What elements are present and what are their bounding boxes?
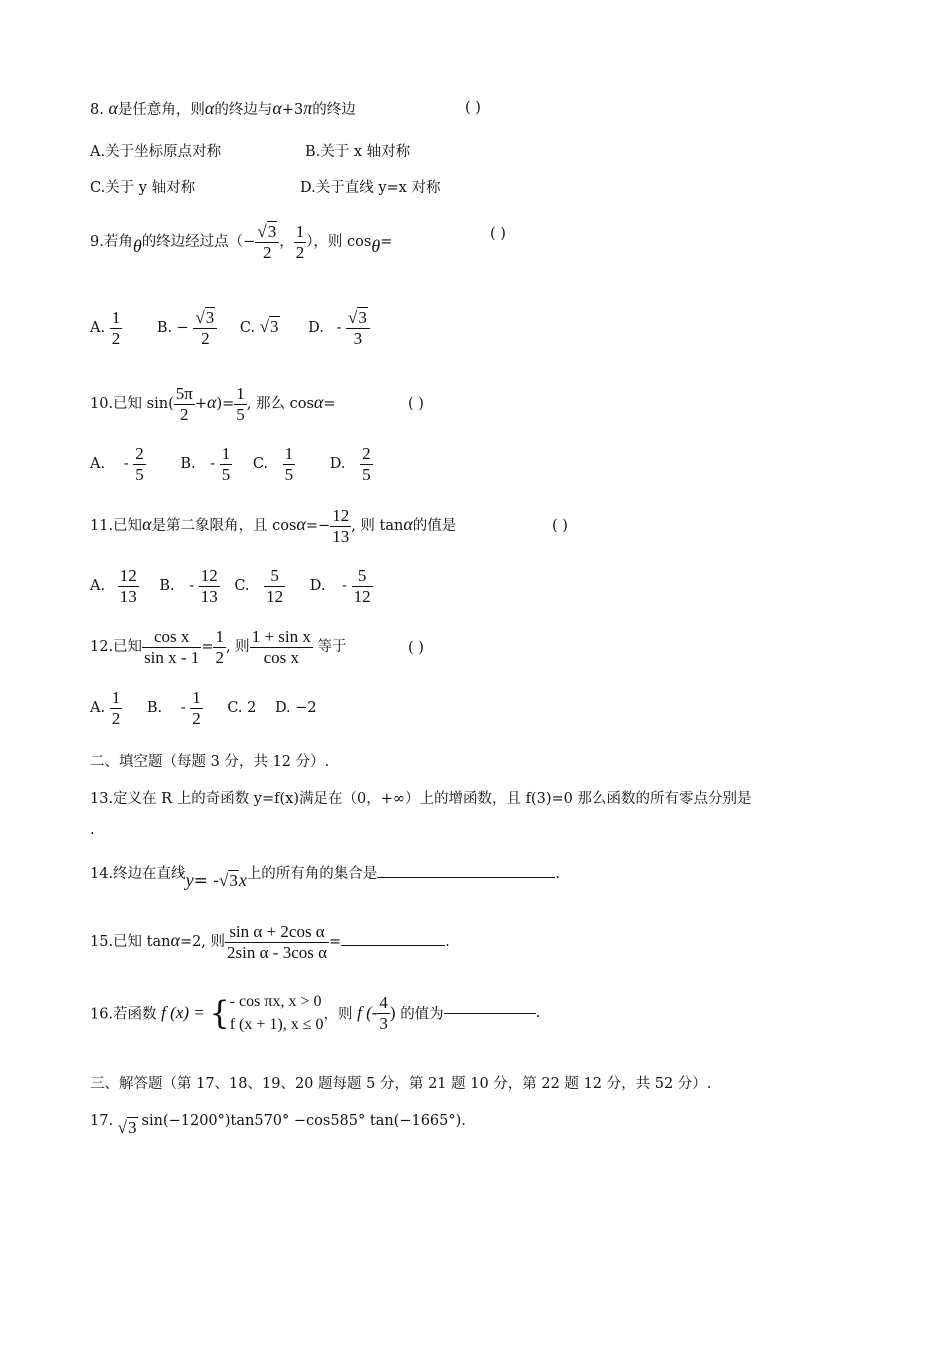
option-label: C. [239, 320, 256, 337]
alpha-symbol: α [313, 392, 324, 413]
denominator: 5 [221, 464, 231, 484]
q12-number: 12.已知 [90, 639, 143, 656]
q11-stem [90, 506, 456, 546]
alpha-symbol: α [142, 514, 152, 535]
denominator: 2 [111, 708, 121, 728]
option-label: B. − [156, 320, 189, 337]
numerator: 2 [135, 444, 144, 463]
denominator: 12 [353, 586, 371, 606]
option-label: B. [146, 700, 163, 717]
q8-option-b: B.关于 x 轴对称 [305, 144, 411, 160]
numerator: 1 [295, 222, 305, 241]
q9-text: ），则 cos [306, 234, 372, 251]
numerator: 1 [284, 444, 294, 463]
equals: = [380, 234, 393, 251]
q16-text: 的值为 [400, 1006, 444, 1023]
option-label: A. [90, 578, 106, 595]
sqrt: √3 [259, 317, 279, 337]
radicand: 3 [229, 871, 238, 890]
denominator: sin x - 1 [144, 647, 200, 667]
alpha-symbol: α [207, 392, 217, 413]
option-label: A. [90, 320, 106, 337]
denominator: 3 [379, 1013, 388, 1033]
option-c: C. 2 [227, 700, 257, 717]
option-label: D. [308, 320, 324, 337]
period: . [445, 934, 450, 951]
fraction [330, 506, 351, 546]
fraction [199, 566, 220, 606]
theta-symbol: θ [132, 236, 142, 257]
q14-stem [90, 862, 560, 891]
period: . [555, 866, 560, 882]
numerator: 1 [111, 688, 121, 707]
q17-number: 17. [90, 1113, 114, 1129]
denominator: 12 [266, 586, 284, 606]
denominator: 13 [200, 586, 218, 606]
denominator: cos x [250, 647, 313, 668]
sqrt: √3 [218, 871, 238, 890]
q13-stem: 13.定义在 R 上的奇函数 y=f(x)满足在（0，+∞）上的增函数，且 f(3)=0 那么函数的所有零点分别是 [90, 791, 752, 807]
radicand: 3 [267, 222, 277, 241]
section-2-heading: 二、填空题（每题 3 分，共 12 分）. [90, 754, 330, 770]
case-2: f (x + 1), x ≤ 0 [229, 1016, 324, 1034]
q8-option-d: D.关于直线 y=x 对称 [300, 180, 441, 196]
sqrt: √3 [117, 1118, 137, 1137]
var-x: x [238, 870, 247, 890]
answer-paren: ( ) [408, 640, 424, 656]
pi-symbol: π [303, 98, 313, 118]
option-d: D. −2 [274, 700, 317, 717]
minus-sign: - [210, 456, 216, 473]
numerator: sin α + 2cos α [229, 922, 325, 941]
answer-paren: ( ) [552, 518, 568, 534]
q10-options [90, 444, 373, 484]
fraction [220, 444, 233, 484]
q17-stem [90, 1110, 466, 1137]
fraction [142, 627, 201, 667]
numerator: 12 [332, 506, 350, 525]
radicand: 3 [270, 317, 279, 337]
option-label: A. [90, 456, 106, 473]
numerator: 5 [270, 566, 279, 585]
numerator: 1 [236, 384, 245, 403]
alpha-symbol: α [403, 514, 413, 535]
q11-text: 是第二象限角，且 cos [151, 518, 297, 535]
option-label: A. [90, 700, 106, 717]
var-y: y [185, 870, 194, 890]
q16-number: 16.若函数 [90, 1006, 157, 1023]
answer-paren: ( ) [465, 100, 481, 116]
function-f: f (x) = [161, 1003, 205, 1023]
minus-sign: - [180, 700, 186, 717]
q10-stem [90, 384, 336, 424]
q8-number: 8. [90, 102, 104, 118]
q11-text: , 则 tan [351, 518, 404, 535]
q11-text: 的值是 [412, 518, 457, 535]
denominator: 13 [332, 526, 350, 546]
numerator: 12 [119, 566, 137, 585]
minus-sign: - [336, 320, 342, 337]
fraction [174, 384, 195, 424]
q17-expression: sin(−1200°)tan570° −cos585° tan(−1665°). [141, 1113, 466, 1129]
q11-text: =− [305, 518, 331, 535]
q10-text: )= [216, 396, 235, 413]
fraction [225, 922, 329, 962]
numerator: 1 [111, 308, 121, 327]
denominator: 2sin α - 3cos α [227, 942, 328, 962]
q14-number: 14.终边在直线 [90, 866, 186, 882]
fraction [110, 308, 123, 348]
denominator: 5 [236, 404, 245, 424]
denominator: 2 [192, 708, 201, 728]
fraction: $\frac{√3}{3}$ [346, 308, 370, 348]
alpha-symbol: α [108, 98, 118, 118]
q8-stem [90, 98, 356, 119]
q8-text: +3 [281, 102, 304, 118]
denominator: 13 [119, 586, 137, 606]
case-1: - cos πx, x > 0 [229, 993, 322, 1010]
option-label: B. [159, 578, 175, 595]
answer-blank[interactable] [377, 877, 555, 878]
fraction [213, 627, 226, 667]
minus-sign: - [189, 578, 195, 595]
denominator: 5 [284, 464, 294, 484]
radicand: 3 [205, 308, 215, 327]
answer-paren: ( ) [490, 226, 506, 242]
q11-options [90, 566, 373, 606]
numerator: 4 [379, 993, 388, 1013]
equals: = [323, 396, 336, 413]
fraction: $\frac{√3}{2}$ [193, 308, 217, 348]
q10-text: , 那么 cos [246, 396, 314, 413]
q12-text: 等于 [317, 639, 347, 656]
equals: = [329, 934, 342, 951]
radicand: 3 [128, 1118, 137, 1137]
denominator: 2 [255, 242, 279, 263]
theta-symbol: θ [371, 236, 381, 257]
q9-number: 9.若角 [90, 234, 133, 251]
numerator: cos x [153, 627, 190, 646]
answer-blank[interactable] [341, 945, 445, 946]
q16-stem [90, 990, 540, 1036]
q8-option-a: A.关于坐标原点对称 [90, 144, 222, 160]
q12-stem [90, 627, 346, 667]
fraction [133, 444, 146, 484]
option-label: C. [252, 456, 269, 473]
q8-option-c: C.关于 y 轴对称 [90, 180, 196, 196]
denominator: 3 [346, 328, 370, 349]
numerator: 5 [357, 566, 367, 585]
q11-number: 11.已知 [90, 518, 143, 535]
q14-text: 上的所有角的集合是 [246, 866, 378, 882]
fraction [377, 993, 390, 1033]
q8-text: 的终边与 [214, 102, 273, 118]
q9-text: 的终边经过点（− [141, 234, 256, 251]
alpha-symbol: α [170, 930, 180, 951]
piecewise-cases [230, 990, 324, 1036]
plus: + [194, 396, 207, 413]
fraction [360, 444, 373, 484]
fraction [118, 566, 139, 606]
q9-options [90, 308, 370, 348]
option-label: D. [329, 456, 346, 473]
q12-options [90, 688, 317, 728]
q13-dot: . [90, 822, 95, 838]
fraction [283, 444, 296, 484]
fraction [250, 627, 313, 667]
period: . [535, 1005, 541, 1022]
numerator: 2 [362, 444, 371, 463]
q15-number: 15.已知 tan [90, 934, 171, 951]
denominator: 2 [193, 328, 217, 349]
alpha-symbol: α [272, 98, 282, 118]
q8-text: 是任意角，则 [117, 102, 205, 118]
denominator: 5 [135, 464, 144, 484]
answer-paren: ( ) [408, 396, 424, 412]
q15-stem [90, 922, 450, 962]
brace-icon: { [209, 994, 230, 1033]
numerator: 1 [192, 688, 201, 707]
radicand: 3 [358, 308, 367, 327]
answer-blank[interactable] [444, 1013, 536, 1014]
minus-sign: - [123, 456, 129, 473]
fraction [190, 688, 203, 728]
denominator: 2 [215, 647, 224, 667]
denominator: 5 [362, 464, 371, 484]
option-label: B. [180, 456, 196, 473]
equals: = - [193, 871, 219, 891]
numerator: 12 [200, 566, 218, 585]
function-f: f (- [357, 1003, 378, 1023]
numerator: 5π [175, 384, 193, 403]
option-label: C. [234, 578, 250, 595]
q15-text: =2, 则 [179, 934, 226, 951]
fraction [264, 566, 285, 606]
fraction [352, 566, 373, 606]
q10-number: 10.已知 sin( [90, 396, 174, 413]
alpha-symbol: α [204, 98, 215, 118]
fraction [294, 222, 307, 262]
equals: = [201, 639, 214, 656]
alpha-symbol: α [296, 514, 306, 535]
q8-text: 的终边 [312, 102, 356, 118]
q16-text: ，则 [323, 1006, 353, 1023]
numerator: 1 [215, 627, 224, 646]
close-paren: ) [389, 1003, 396, 1023]
fraction [110, 688, 123, 728]
denominator: 2 [295, 242, 305, 262]
section-3-heading: 三、解答题（第 17、18、19、20 题每题 5 分，第 21 题 10 分，第 22 题 12 分，共 52 分）. [90, 1076, 712, 1092]
denominator: 2 [174, 404, 195, 425]
fraction [234, 384, 247, 424]
numerator: 1 [221, 444, 231, 463]
option-label: D. [309, 578, 326, 595]
q9-stem [90, 222, 392, 262]
comma: ， [279, 234, 294, 251]
numerator: 1 + sin x [251, 627, 311, 646]
minus-sign: - [342, 578, 347, 595]
denominator: 2 [111, 328, 121, 348]
fraction: $\frac{√3}{2}$ [255, 222, 279, 262]
q12-text: , 则 [225, 639, 250, 656]
